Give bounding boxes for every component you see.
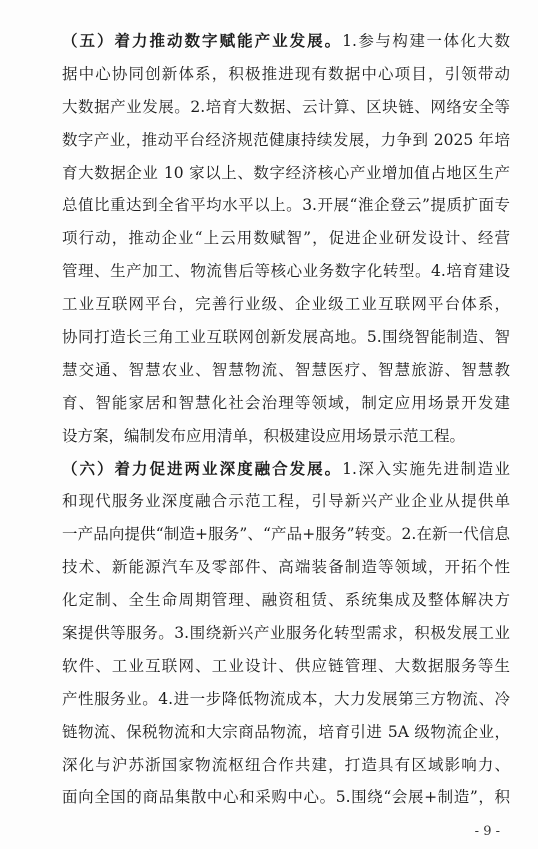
section-first-line xyxy=(62,453,510,486)
section-first-line xyxy=(62,25,510,58)
text-line: 深化与沪苏浙国家物流枢纽合作共建，打造具有区域影响力、 xyxy=(62,755,510,774)
text-line: 面向全国的商品集散中心和采购中心。5.围绕“会展+制造”，积 xyxy=(62,788,510,807)
text-line: 育大数据企业 10 家以上、数字经济核心产业增加值占地区生产 xyxy=(62,163,510,182)
text-segment: 1.参与构建一体化大数 xyxy=(342,32,510,50)
text-line: 数字产业，推动平台经济规范健康持续发展，力争到 2025 年培 xyxy=(62,130,510,149)
text-segment: 1.深入实施先进制造业 xyxy=(342,459,510,478)
text-line: 设方案，编制发布应用清单，积极建设应用场景示范工程。 xyxy=(62,426,466,445)
text-line: 工业互联网平台，完善行业级、企业级工业互联网平台体系， xyxy=(62,295,510,314)
text-line: 管理、生产加工、物流售后等核心业务数字化转型。4.培育建设 xyxy=(62,262,510,281)
text-line: 总值比重达到全省平均水平以上。3.开展“淮企登云”提质扩面专 xyxy=(62,196,510,215)
text-line: 大数据产业发展。2.培育大数据、云计算、区块链、网络安全等 xyxy=(62,97,510,116)
body-text xyxy=(62,25,510,814)
text-line: 据中心协同创新体系，积极推进现有数据中心项目，引领带动 xyxy=(62,64,510,83)
page-number: - 9 - xyxy=(474,824,500,839)
text-line: 育、智能家居和智慧化社会治理等领域，制定应用场景开发建 xyxy=(62,393,510,412)
text-line: 一产品向提供“制造+服务”、“产品+服务”转变。2.在新一代信息 xyxy=(62,525,510,544)
text-line: 链物流、保税物流和大宗商品物流，培育引进 5A 级物流企业， xyxy=(62,722,510,741)
text-line: 协同打造长三角工业互联网创新发展高地。5.围绕智能制造、智 xyxy=(62,328,510,347)
text-line: 软件、工业互联网、工业设计、供应链管理、大数据服务等生 xyxy=(62,656,510,675)
text-line: 项行动，推动企业“上云用数赋智”，促进企业研发设计、经营 xyxy=(62,229,510,248)
section-heading: （五）着力推动数字赋能产业发展。 xyxy=(62,31,343,50)
text-line: 和现代服务业深度融合示范工程，引导新兴产业企业从提供单 xyxy=(62,492,510,511)
text-line: 技术、新能源汽车及零部件、高端装备制造等领域，开拓个性 xyxy=(62,558,510,577)
text-line: 慧交通、智慧农业、智慧物流、智慧医疗、智慧旅游、智慧教 xyxy=(62,360,510,379)
section-heading: （六）着力促进两业深度融合发展。 xyxy=(62,458,343,478)
text-line: 案提供等服务。3.围绕新兴产业服务化转型需求，积极发展工业 xyxy=(62,624,510,643)
text-line: 产性服务业。4.进一步降低物流成本，大力发展第三方物流、冷 xyxy=(62,689,510,708)
text-line: 化定制、全生命周期管理、融资租赁、系统集成及整体解决方 xyxy=(62,591,510,610)
